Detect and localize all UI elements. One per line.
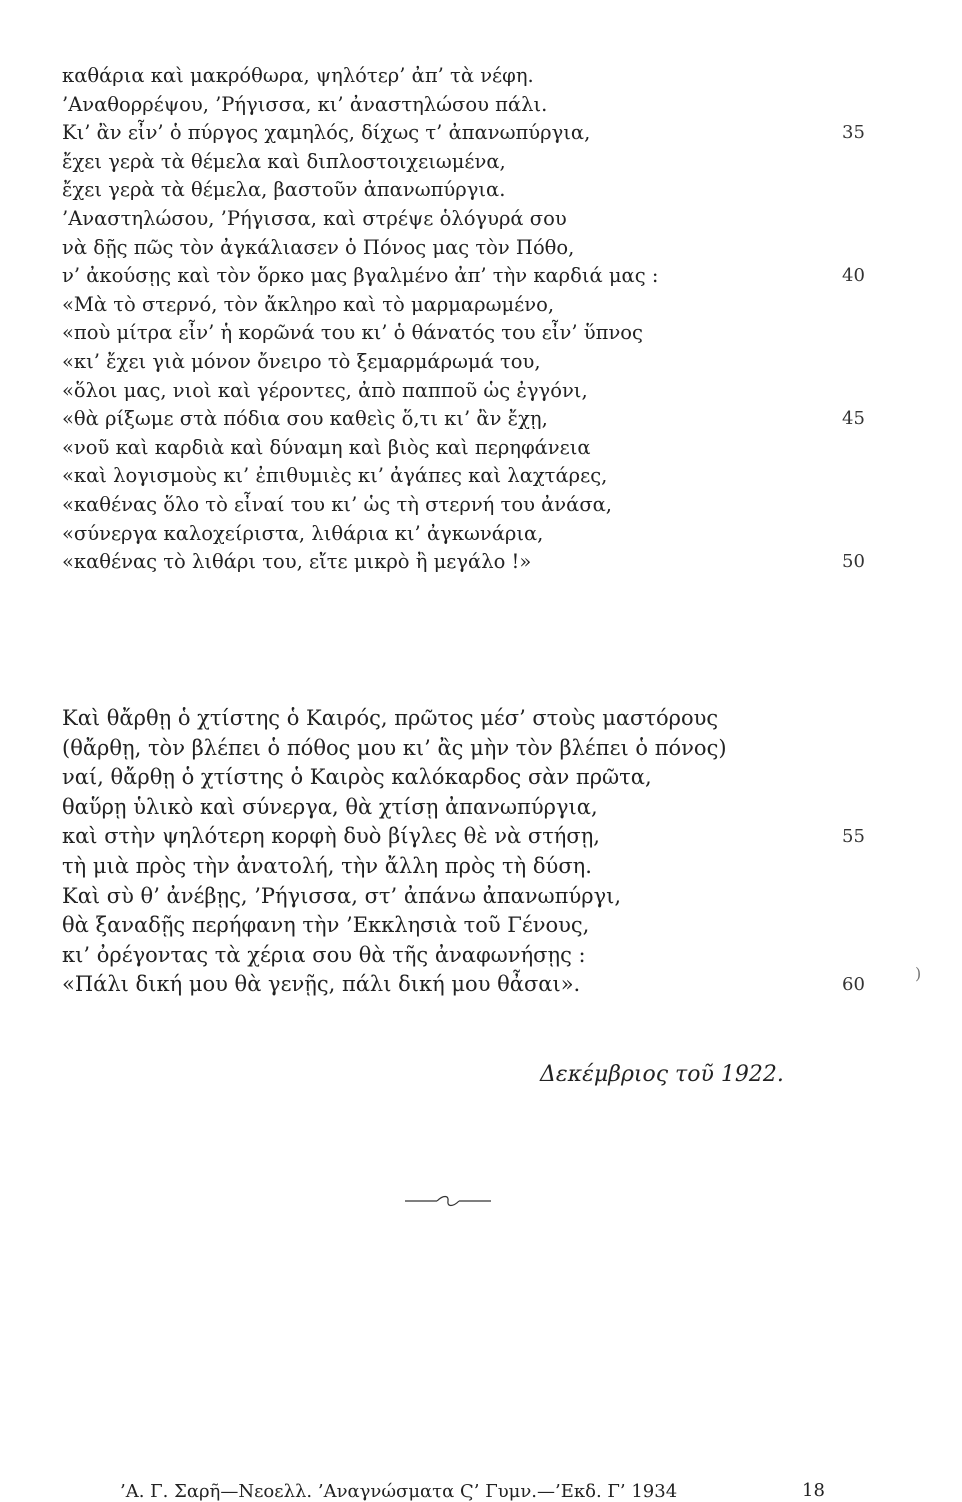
poem-line — [62, 377, 822, 406]
poem-line-text: «ποὺ μίτρα εἶν’ ἡ κορῶνά του κι’ ὁ θάνατός του εἶν’ ὕπνος — [62, 321, 643, 345]
poem-line — [62, 822, 865, 852]
poem-line — [62, 793, 822, 823]
poem-line-text: «Μὰ τὸ στερνό, τὸν ἄκληρο καὶ τὸ μαρμαρωμένο, — [62, 292, 555, 316]
line-number: 35 — [842, 122, 865, 144]
poem-line-text: καὶ στὴν ψηλότερη κορφὴ δυὸ βίγλες θὲ νὰ στήσῃ, — [62, 824, 600, 849]
poem-line-text: Κι’ ἂν εἶν’ ὁ πύργος χαμηλός, δίχως τ’ ἀπανωπύργια, — [62, 121, 591, 145]
poem-line — [62, 852, 822, 882]
poem-line — [62, 348, 822, 377]
page-footer: ’Α. Γ. Σαρῆ—Νεοελλ. ’Αναγνώσματα Ϛ’ Γυμν.—’Εκδ. Γ’ 1934 — [120, 1481, 678, 1502]
poem-line-text: ’Αναστηλώσου, ’Ρήγισσα, καὶ στρέψε ὁλόγυρά σου — [62, 206, 567, 230]
poem-line — [62, 405, 865, 434]
poem-line — [62, 491, 822, 520]
poem-stanza-1 — [62, 62, 865, 577]
line-number: 50 — [842, 551, 865, 573]
poem-line-text: «καθένας ὅλο τὸ εἶναί του κι’ ὡς τὴ στερνή του ἀνάσα, — [62, 492, 612, 516]
poem-line-text: τὴ μιὰ πρὸς τὴν ἀνατολή, τὴν ἄλλη πρὸς τὴ δύση. — [62, 853, 592, 878]
poem-line — [62, 911, 822, 941]
poem-line — [62, 234, 822, 263]
poem-line — [62, 970, 865, 1000]
poem-line-text: κι’ ὀρέγοντας τὰ χέρια σου θὰ τῆς ἀναφωνήσῃς : — [62, 942, 586, 967]
poem-line-text: θὰ ξαναδῇς περήφανη τὴν ’Εκκλησιὰ τοῦ Γένους, — [62, 913, 590, 938]
poem-line-text: νὰ δῇς πῶς τὸν ἀγκάλιασεν ὁ Πόνος μας τὸν Πόθο, — [62, 235, 575, 259]
poem-line — [62, 763, 822, 793]
poem-line — [62, 205, 822, 234]
poem-line-text: ἔχει γερὰ τὰ θέμελα καὶ διπλοστοιχειωμένα, — [62, 149, 506, 173]
poem-line — [62, 520, 822, 549]
line-number: 55 — [842, 826, 865, 848]
poem-line-text: «ὅλοι μας, νιοὶ καὶ γέροντες, ἀπὸ παπποῦ ὡς ἐγγόνι, — [62, 378, 588, 402]
poem-line-text: Καὶ σὺ θ’ ἀνέβῃς, ’Ρήγισσα, στ’ ἀπάνω ἀπανωπύργι, — [62, 883, 622, 908]
poem-line — [62, 548, 865, 577]
poem-line — [62, 176, 822, 205]
poem-line — [62, 882, 822, 912]
line-number: 40 — [842, 265, 865, 287]
poem-line-text: καθάρια καὶ μακρόθωρα, ψηλότερ’ ἀπ’ τὰ νέφη. — [62, 64, 534, 87]
page-number: 18 — [802, 1480, 825, 1501]
poem-line — [62, 91, 822, 120]
poem-stanza-2 — [62, 704, 865, 1000]
poem-line-text: «κι’ ἔχει γιὰ μόνον ὄνειρο τὸ ξεμαρμάρωμά του, — [62, 349, 541, 373]
poem-line — [62, 941, 822, 971]
poem-line — [62, 734, 822, 764]
line-number: 45 — [842, 408, 865, 430]
poem-line — [62, 434, 822, 463]
poem-line — [62, 319, 822, 348]
poem-line-text: ναί, θἄρθῃ ὁ χτίστης ὁ Καιρὸς καλόκαρδος σὰν πρῶτα, — [62, 765, 652, 790]
poem-line-text: Καὶ θἄρθῃ ὁ χτίστης ὁ Καιρός, πρῶτος μέσ’ στοὺς μαστόρους — [62, 706, 719, 730]
poem-line — [62, 148, 822, 177]
margin-mark: ) — [915, 964, 922, 983]
poem-line — [62, 62, 822, 91]
poem-line-text: «καὶ λογισμοὺς κι’ ἐπιθυμιὲς κι’ ἀγάπες καὶ λαχτάρες, — [62, 464, 608, 488]
poem-line — [62, 262, 865, 291]
poem-line-text: «νοῦ καὶ καρδιὰ καὶ δύναμη καὶ βιὸς καὶ περηφάνεια — [62, 435, 591, 459]
poem-line-text: (θἄρθῃ, τὸν βλέπει ὁ πόθος μου κι’ ἂς μὴν τὸν βλέπει ὁ πόνος) — [62, 735, 727, 760]
line-number: 60 — [842, 974, 865, 996]
poem-line-text: θαὕρῃ ὑλικὸ καὶ σύνεργα, θὰ χτίσῃ ἀπανωπύργια, — [62, 794, 598, 819]
poem-date: Δεκέμβριος τοῦ 1922. — [540, 1062, 784, 1087]
poem-line-text: «καθένας τὸ λιθάρι του, εἴτε μικρὸ ἢ μεγάλο !» — [62, 550, 532, 574]
poem-line — [62, 119, 865, 148]
poem-line — [62, 291, 822, 320]
ornament-divider-icon — [403, 1194, 493, 1208]
poem-line-text: ν’ ἀκούσῃς καὶ τὸν ὅρκο μας βγαλμένο ἀπ’ τὴν καρδιά μας : — [62, 264, 659, 288]
poem-line-text: «Πάλι δική μου θὰ γενῇς, πάλι δική μου θἆσαι». — [62, 972, 581, 997]
poem-line — [62, 462, 822, 491]
poem-line-text: «θὰ ρίξωμε στὰ πόδια σου καθεὶς ὅ,τι κι’ ἂν ἔχῃ, — [62, 407, 548, 431]
poem-line-text: ἔχει γερὰ τὰ θέμελα, βαστοῦν ἀπανωπύργια. — [62, 178, 506, 202]
poem-line — [62, 704, 822, 734]
poem-line-text: «σύνεργα καλοχείριστα, λιθάρια κι’ ἀγκωνάρια, — [62, 521, 544, 545]
poem-line-text: ’Αναθορρέψου, ’Ρήγισσα, κι’ ἀναστηλώσου πάλι. — [62, 92, 548, 116]
